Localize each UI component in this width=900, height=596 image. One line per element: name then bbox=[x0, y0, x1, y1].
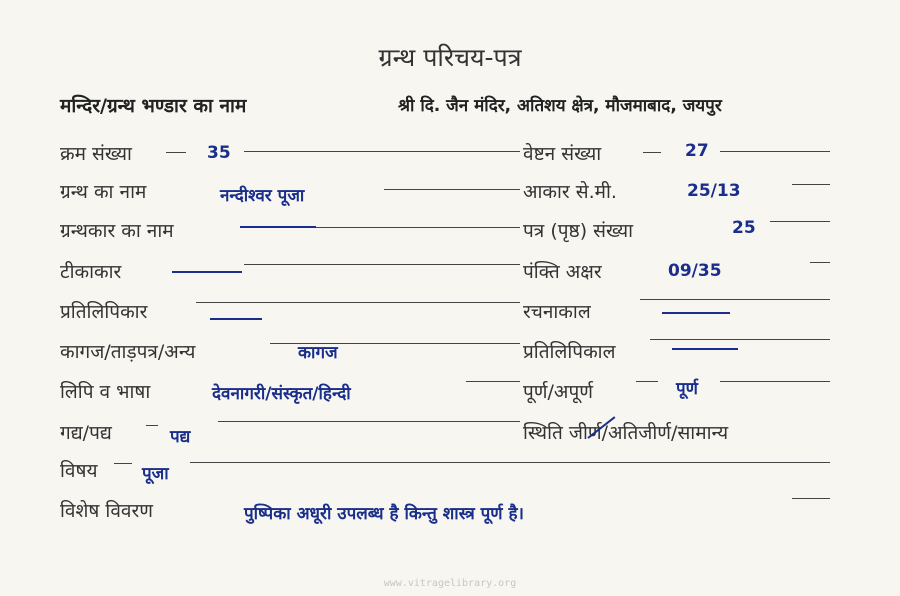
purna-rule-b bbox=[720, 381, 830, 382]
aakar-value: 25/13 bbox=[687, 181, 741, 201]
granth-value: नन्दीश्वर पूजा bbox=[220, 186, 305, 206]
granthkar-blank bbox=[240, 226, 316, 228]
aakar-label: आकार से.मी. bbox=[523, 181, 617, 203]
pratilipikar-label: प्रतिलिपिकार bbox=[60, 301, 148, 323]
tikakar-rule bbox=[244, 264, 520, 265]
tikakar-label: टीकाकार bbox=[60, 261, 122, 283]
vishay-rule-b bbox=[190, 462, 830, 463]
sthiti-label: स्थिति जीर्ण/अतिजीर्ण/सामान्य bbox=[523, 422, 729, 444]
vishay-label: विषय bbox=[60, 460, 98, 482]
pankti-label: पंक्ति अक्षर bbox=[523, 261, 602, 283]
granth-rule bbox=[384, 189, 520, 190]
pankti-value: 09/35 bbox=[668, 261, 722, 281]
rachnakal-rule bbox=[640, 299, 830, 300]
kram-label: क्रम संख्या bbox=[60, 143, 132, 165]
kram-value: 35 bbox=[207, 143, 231, 163]
gadya-rule-a bbox=[146, 425, 158, 426]
vishesh-rule bbox=[792, 498, 830, 499]
pratilipikar-blank bbox=[210, 318, 262, 320]
gadya-rule-b bbox=[218, 421, 520, 422]
granth-label: ग्रन्थ का नाम bbox=[60, 181, 147, 203]
aakar-rule bbox=[792, 184, 830, 185]
kagaj-label: कागज/ताड़पत्र/अन्य bbox=[60, 341, 196, 363]
vishay-value: पूजा bbox=[142, 464, 169, 484]
patra-value: 25 bbox=[732, 218, 756, 238]
gadya-value: पद्य bbox=[170, 427, 191, 447]
purna-rule-a bbox=[636, 381, 658, 382]
pankti-rule bbox=[810, 262, 830, 263]
pratilipikal-rule bbox=[650, 339, 830, 340]
form-title: ग्रन्थ परिचय-पत्र bbox=[378, 43, 522, 72]
gadya-label: गद्य/पद्य bbox=[60, 422, 112, 444]
lipi-rule bbox=[466, 381, 520, 382]
rachnakal-label: रचनाकाल bbox=[523, 301, 591, 323]
vishay-rule-a bbox=[114, 463, 132, 464]
temple-value: श्री दि. जैन मंदिर, अतिशय क्षेत्र, मौजमाबाद, जयपुर bbox=[398, 96, 722, 116]
pratilipikar-rule bbox=[196, 302, 520, 303]
patra-label: पत्र (पृष्ठ) संख्या bbox=[523, 220, 634, 242]
tikakar-blank bbox=[172, 271, 242, 273]
granthkar-rule bbox=[316, 227, 520, 228]
kram-rule-b bbox=[244, 151, 520, 152]
vishesh-label: विशेष विवरण bbox=[60, 500, 153, 522]
veshtan-label: वेष्टन संख्या bbox=[523, 143, 602, 165]
veshtan-rule-a bbox=[643, 152, 661, 153]
purna-value: पूर्ण bbox=[676, 379, 698, 399]
purna-label: पूर्ण/अपूर्ण bbox=[523, 381, 593, 403]
lipi-value: देवनागरी/संस्कृत/हिन्दी bbox=[212, 384, 351, 404]
pratilipikal-label: प्रतिलिपिकाल bbox=[523, 341, 616, 363]
pratilipikal-blank bbox=[672, 348, 738, 350]
lipi-label: लिपि व भाषा bbox=[60, 381, 151, 403]
vishesh-value: पुष्पिका अधूरी उपलब्ध है किन्तु शास्त्र पूर्ण है। bbox=[244, 504, 524, 524]
watermark: www.vitragelibrary.org bbox=[383, 578, 517, 589]
kram-rule-a bbox=[166, 152, 186, 153]
veshtan-rule-b bbox=[720, 151, 830, 152]
veshtan-value: 27 bbox=[685, 141, 709, 161]
kagaj-value: कागज bbox=[298, 343, 338, 363]
patra-rule bbox=[770, 221, 830, 222]
rachnakal-blank bbox=[662, 312, 730, 314]
temple-label: मन्दिर/ग्रन्थ भण्डार का नाम bbox=[60, 95, 247, 117]
granthkar-label: ग्रन्थकार का नाम bbox=[60, 220, 174, 242]
kagaj-rule bbox=[270, 343, 520, 344]
